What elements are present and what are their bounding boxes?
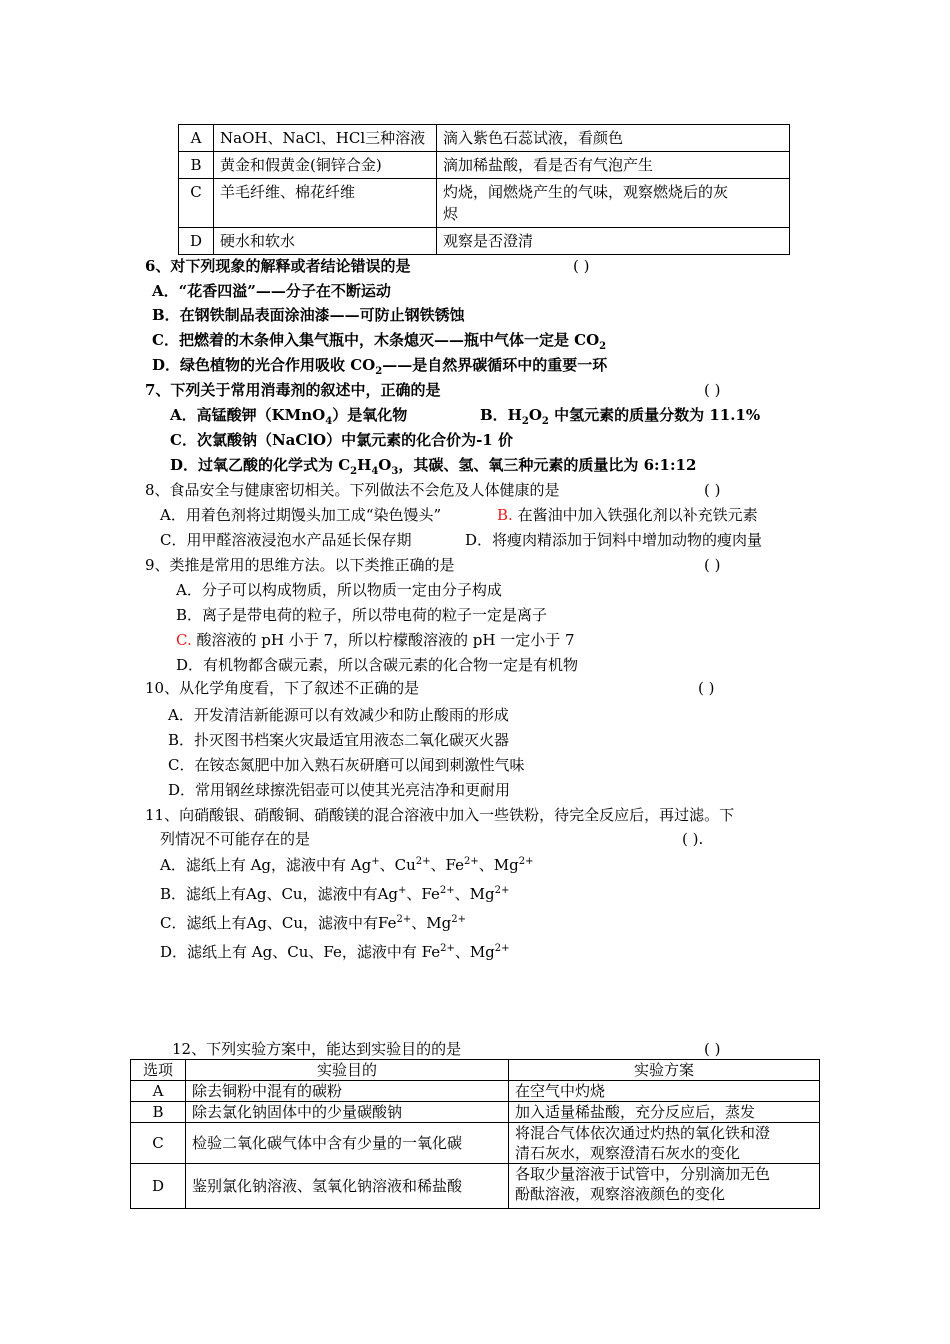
row-plan-line: 各取少量溶液于试管中，分别滴加无色 bbox=[515, 1165, 771, 1183]
answer-blank: ( ) bbox=[704, 556, 721, 574]
option-b: B．滤纸上有Ag、Cu，滤液中有Ag+、$Fe^{2+}$、$Mg^{2+}$ bbox=[160, 885, 510, 903]
option-b: B. 在酱油中加入铁强化剂以补充铁元素 bbox=[497, 506, 758, 524]
option-a: A．“花香四溢”——分子在不断运动 bbox=[152, 282, 391, 300]
row-plan-line: 酚酞溶液，观察溶液颜色的变化 bbox=[515, 1185, 726, 1203]
table-row bbox=[179, 179, 790, 228]
option-c: C. 酸溶液的 pH 小于 7，所以柠檬酸溶液的 pH 一定小于 7 bbox=[176, 631, 575, 649]
row-purpose: 除去氯化钠固体中的少量碳酸钠 bbox=[186, 1102, 509, 1123]
table-header-row bbox=[131, 1060, 820, 1081]
table-row bbox=[179, 152, 790, 179]
option-a: A．高锰酸钾（KMnO$_4$）是氧化物 bbox=[170, 406, 408, 427]
row-plan-line: 清石灰水，观察澄清石灰水的变化 bbox=[515, 1144, 741, 1162]
option-b: B．离子是带电荷的粒子，所以带电荷的粒子一定是离子 bbox=[176, 606, 548, 624]
answer-blank: ( ) bbox=[698, 679, 715, 697]
row-method-line: 烬 bbox=[443, 205, 459, 223]
option-c: C．在铵态氮肥中加入熟石灰研磨可以闻到刺激性气味 bbox=[168, 756, 525, 774]
row-label: D bbox=[179, 228, 214, 255]
row-label: D bbox=[131, 1164, 186, 1209]
answer-mark: C. bbox=[176, 631, 192, 649]
option-a: A．分子可以构成物质，所以物质一定由分子构成 bbox=[176, 581, 502, 599]
question-12-stem: 12、下列实验方案中，能达到实验目的的是 bbox=[172, 1040, 462, 1058]
table-row bbox=[131, 1164, 820, 1209]
table-row bbox=[131, 1123, 820, 1164]
table-row bbox=[131, 1102, 820, 1123]
option-b: B．扑灭图书档案火灾最适宜用液态二氧化碳灭火器 bbox=[168, 731, 510, 749]
answer-blank: ( ) bbox=[704, 1040, 721, 1058]
row-item: 硬水和软水 bbox=[214, 228, 437, 255]
option-d: D．绿色植物的光合作用吸收 $CO_2——$是自然界碳循环中的重要一环 bbox=[152, 356, 608, 377]
row-plan bbox=[509, 1164, 820, 1209]
answer-mark: B. bbox=[497, 506, 513, 524]
row-label: B bbox=[179, 152, 214, 179]
row-method: 观察是否澄清 bbox=[437, 228, 790, 255]
table-row bbox=[179, 228, 790, 255]
option-b: B．在钢铁制品表面涂油漆——可防止钢铁锈蚀 bbox=[152, 306, 465, 324]
row-method: 滴加稀盐酸，看是否有气泡产生 bbox=[437, 152, 790, 179]
answer-blank: ( ). bbox=[682, 830, 704, 848]
question-9-stem: 9、类推是常用的思维方法。以下类推正确的是 bbox=[145, 556, 455, 574]
row-item: 羊毛纤维、棉花纤维 bbox=[214, 179, 437, 228]
option-c: C．次氯酸钠（NaClO）中氯元素的化合价为-1 价 bbox=[170, 431, 513, 449]
row-label: A bbox=[131, 1081, 186, 1102]
option-c: C．用甲醛溶液浸泡水产品延长保存期 bbox=[160, 531, 412, 549]
answer-blank: ( ) bbox=[704, 381, 721, 399]
option-a: A．开发清洁新能源可以有效减少和防止酸雨的形成 bbox=[168, 706, 509, 724]
row-method: 滴入紫色石蕊试液，看颜色 bbox=[437, 125, 790, 152]
question-11-stem: 11、向硝酸银、硝酸铜、硝酸镁的混合溶液中加入一些铁粉，待完全反应后，再过滤。下 bbox=[145, 806, 735, 824]
table-row bbox=[131, 1081, 820, 1102]
column-header: 选项 bbox=[131, 1060, 186, 1081]
option-b: B．$H_2O_2$ 中氢元素的质量分数为 11.1% bbox=[480, 406, 761, 427]
question-7-stem: 7、下列关于常用消毒剂的叙述中，正确的是 bbox=[145, 381, 441, 399]
option-a: A．滤纸上有 Ag，滤液中有 Ag+、$Cu^{2+}$、$Fe^{2+}$、$Mg^{2+}$ bbox=[160, 856, 534, 874]
answer-blank: ( ) bbox=[573, 257, 590, 275]
question-6-stem: 6、对下列现象的解释或者结论错误的是 bbox=[145, 257, 411, 275]
question-11-stem-cont: 列情况不可能存在的是 bbox=[160, 830, 311, 848]
row-label: C bbox=[179, 179, 214, 228]
experiment-table bbox=[130, 1059, 820, 1209]
row-method-line: 灼烧，闻燃烧产生的气味，观察燃烧后的灰 bbox=[443, 183, 729, 201]
comparison-table bbox=[178, 124, 790, 255]
option-c: C．滤纸上有Ag、Cu，滤液中有$Fe^{2+}$、$Mg^{2+}$ bbox=[160, 914, 466, 932]
table-row bbox=[179, 125, 790, 152]
answer-blank: ( ) bbox=[704, 481, 721, 499]
option-d: D．有机物都含碳元素，所以含碳元素的化合物一定是有机物 bbox=[176, 656, 579, 674]
row-method bbox=[437, 179, 790, 228]
option-d: D．常用钢丝球擦洗铝壶可以使其光亮洁净和更耐用 bbox=[168, 781, 511, 799]
option-a: A．用着色剂将过期馒头加工成“染色馒头” bbox=[160, 506, 442, 524]
column-header: 实验方案 bbox=[509, 1060, 820, 1081]
row-plan-line: 将混合气体依次通过灼热的氧化铁和澄 bbox=[515, 1124, 771, 1142]
row-plan: 加入适量稀盐酸，充分反应后，蒸发 bbox=[509, 1102, 820, 1123]
option-c: C．把燃着的木条伸入集气瓶中，木条熄灭——瓶中气体一定是 $CO_2$ bbox=[152, 331, 607, 352]
question-8-stem: 8、食品安全与健康密切相关。下列做法不会危及人体健康的是 bbox=[145, 481, 560, 499]
row-item: NaOH、NaCl、HCl三种溶液 bbox=[214, 125, 437, 152]
option-d: D．将瘦肉精添加于饲料中增加动物的瘦肉量 bbox=[465, 531, 763, 549]
option-d: D．滤纸上有 Ag、Cu、Fe，滤液中有 $Fe^{2+}$、$Mg^{2+}$ bbox=[160, 943, 510, 961]
row-label: B bbox=[131, 1102, 186, 1123]
row-purpose: 检验二氧化碳气体中含有少量的一氧化碳 bbox=[186, 1123, 509, 1164]
row-label: A bbox=[179, 125, 214, 152]
question-10-stem: 10、从化学角度看，下了叙述不正确的是 bbox=[145, 679, 420, 697]
row-purpose: 除去铜粉中混有的碳粉 bbox=[186, 1081, 509, 1102]
row-item: 黄金和假黄金(铜锌合金) bbox=[214, 152, 437, 179]
column-header: 实验目的 bbox=[186, 1060, 509, 1081]
row-label: C bbox=[131, 1123, 186, 1164]
row-plan bbox=[509, 1123, 820, 1164]
option-d: D．过氧乙酸的化学式为 $C_2H_4O_3$，其碳、氢、氧三种元素的质量比为 6:1:12 bbox=[170, 456, 697, 477]
row-purpose: 鉴别氯化钠溶液、氢氧化钠溶液和稀盐酸 bbox=[186, 1164, 509, 1209]
row-plan: 在空气中灼烧 bbox=[509, 1081, 820, 1102]
